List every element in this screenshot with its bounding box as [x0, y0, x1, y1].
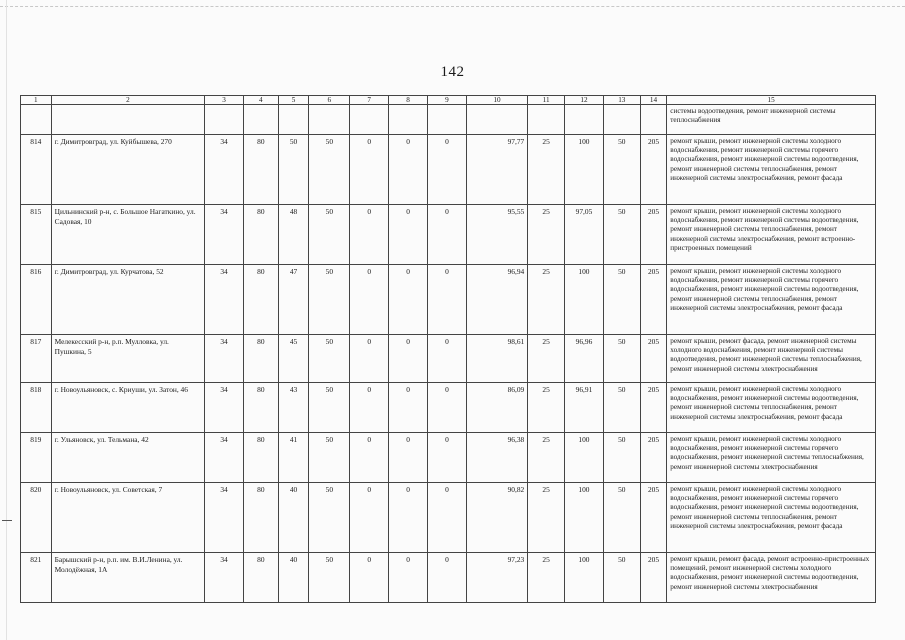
header-cell: 15 — [667, 96, 876, 105]
col8-cell: 0 — [389, 433, 428, 483]
address-cell: Барышский р-н, р.п. им. В.И.Ленина, ул. Молодёжная, 1А — [51, 553, 204, 603]
col8-cell: 0 — [389, 383, 428, 433]
col10-cell: 96,38 — [466, 433, 527, 483]
col11-cell: 25 — [528, 483, 565, 553]
col4-cell: 80 — [243, 205, 278, 265]
page-number: 142 — [440, 64, 465, 80]
header-cell: 2 — [51, 96, 204, 105]
col4-cell: 80 — [243, 483, 278, 553]
header-cell: 11 — [528, 96, 565, 105]
col7-cell: 0 — [350, 553, 389, 603]
header-cell: 3 — [205, 96, 244, 105]
col11-cell: 25 — [528, 553, 565, 603]
works-cell: ремонт крыши, ремонт инженерной системы холодного водоснабжения, ремонт инженерной системы горячего водоснабжения, ремонт инженерной системы водоотведения, ремонт инженерной системы теплоснабжения, ремонт инженерной системы электроснабжения, ремонт фасада — [667, 483, 876, 553]
address-cell: г. Новоульяновск, с. Криуши, ул. Затон, 46 — [51, 383, 204, 433]
col4-cell: 80 — [243, 383, 278, 433]
col13-cell: 50 — [603, 335, 640, 383]
col12-cell: 100 — [565, 483, 604, 553]
col6-cell: 50 — [309, 265, 350, 335]
col7-cell: 0 — [350, 433, 389, 483]
continuation-works: системы водоотведения, ремонт инженерной системы теплоснабжения — [667, 105, 876, 135]
row-number: 820 — [21, 483, 52, 553]
col9-cell: 0 — [428, 335, 467, 383]
col13-cell: 50 — [603, 553, 640, 603]
col12-cell: 100 — [565, 433, 604, 483]
works-cell: ремонт крыши, ремонт инженерной системы холодного водоснабжения, ремонт инженерной системы водоотведения, ремонт инженерной системы теплоснабжения, ремонт инженерной системы электроснабжения, ремонт фасада — [667, 383, 876, 433]
col8-cell: 0 — [389, 135, 428, 205]
col5-cell: 40 — [278, 553, 309, 603]
col6-cell: 50 — [309, 383, 350, 433]
table-row — [21, 265, 876, 335]
col14-cell: 205 — [640, 205, 667, 265]
col6-cell: 50 — [309, 433, 350, 483]
works-cell: ремонт крыши, ремонт фасада, ремонт встроенно-пристроенных помещений, ремонт инженерной системы холодного водоснабжения, ремонт инженерной системы водоотведения, ремонт инженерной системы электроснабжения — [667, 553, 876, 603]
col13-cell: 50 — [603, 483, 640, 553]
col5-cell: 45 — [278, 335, 309, 383]
table-row — [21, 205, 876, 265]
col9-cell: 0 — [428, 205, 467, 265]
works-cell: ремонт крыши, ремонт фасада, ремонт инженерной системы холодного водоснабжения, ремонт инженерной системы водоотведения, ремонт инженерной системы теплоснабжения, ремонт инженерной системы электроснабжения — [667, 335, 876, 383]
col14-cell: 205 — [640, 265, 667, 335]
col12-cell: 97,05 — [565, 205, 604, 265]
col7-cell: 0 — [350, 383, 389, 433]
works-cell: ремонт крыши, ремонт инженерной системы холодного водоснабжения, ремонт инженерной системы водоотведения, ремонт инженерной системы теплоснабжения, ремонт инженерной системы электроснабжения, ремонт встроенно-пристроенных помещений — [667, 205, 876, 265]
col9-cell: 0 — [428, 383, 467, 433]
col14-cell: 205 — [640, 483, 667, 553]
col5-cell: 47 — [278, 265, 309, 335]
col10-cell: 98,61 — [466, 335, 527, 383]
col7-cell: 0 — [350, 205, 389, 265]
col3-cell: 34 — [205, 135, 244, 205]
address-cell: г. Димитровград, ул. Куйбышева, 270 — [51, 135, 204, 205]
col4-cell: 80 — [243, 433, 278, 483]
header-cell: 5 — [278, 96, 309, 105]
address-cell: г. Новоульяновск, ул. Советская, 7 — [51, 483, 204, 553]
col3-cell: 34 — [205, 205, 244, 265]
col6-cell: 50 — [309, 135, 350, 205]
scan-top-edge — [0, 0, 905, 7]
col9-cell: 0 — [428, 265, 467, 335]
repair-program-table — [20, 95, 876, 603]
row-number: 816 — [21, 265, 52, 335]
header-cell: 9 — [428, 96, 467, 105]
col13-cell: 50 — [603, 265, 640, 335]
col10-cell: 86,09 — [466, 383, 527, 433]
col8-cell: 0 — [389, 335, 428, 383]
table-row — [21, 433, 876, 483]
works-cell: ремонт крыши, ремонт инженерной системы холодного водоснабжения, ремонт инженерной системы горячего водоснабжения, ремонт инженерной системы водоотведения, ремонт инженерной системы теплоснабжения, ремонт инженерной системы электроснабжения, ремонт фасада — [667, 135, 876, 205]
address-cell: г. Димитровград, ул. Курчатова, 52 — [51, 265, 204, 335]
works-cell: ремонт крыши, ремонт инженерной системы холодного водоснабжения, ремонт инженерной системы горячего водоснабжения, ремонт инженерной системы теплоснабжения, ремонт инженерной системы электроснабжения — [667, 433, 876, 483]
col6-cell: 50 — [309, 483, 350, 553]
col9-cell: 0 — [428, 483, 467, 553]
header-cell: 12 — [565, 96, 604, 105]
col7-cell: 0 — [350, 265, 389, 335]
row-number: 817 — [21, 335, 52, 383]
continuation-row — [21, 105, 876, 135]
header-cell: 6 — [309, 96, 350, 105]
row-number: 818 — [21, 383, 52, 433]
col11-cell: 25 — [528, 135, 565, 205]
col4-cell: 80 — [243, 335, 278, 383]
col10-cell: 97,77 — [466, 135, 527, 205]
header-cell: 14 — [640, 96, 667, 105]
header-cell: 13 — [603, 96, 640, 105]
col4-cell: 80 — [243, 265, 278, 335]
row-number: 819 — [21, 433, 52, 483]
col14-cell: 205 — [640, 433, 667, 483]
col11-cell: 25 — [528, 205, 565, 265]
col11-cell: 25 — [528, 433, 565, 483]
table-row — [21, 335, 876, 383]
header-row — [21, 96, 876, 105]
table-row — [21, 135, 876, 205]
col11-cell: 25 — [528, 383, 565, 433]
table-row — [21, 383, 876, 433]
col14-cell: 205 — [640, 135, 667, 205]
col14-cell: 205 — [640, 335, 667, 383]
col11-cell: 25 — [528, 265, 565, 335]
col4-cell: 80 — [243, 135, 278, 205]
col9-cell: 0 — [428, 135, 467, 205]
col6-cell: 50 — [309, 335, 350, 383]
header-cell: 8 — [389, 96, 428, 105]
col9-cell: 0 — [428, 553, 467, 603]
col13-cell: 50 — [603, 135, 640, 205]
col12-cell: 100 — [565, 265, 604, 335]
header-cell: 1 — [21, 96, 52, 105]
col3-cell: 34 — [205, 335, 244, 383]
table-row — [21, 553, 876, 603]
col8-cell: 0 — [389, 205, 428, 265]
col5-cell: 48 — [278, 205, 309, 265]
row-number: 814 — [21, 135, 52, 205]
col13-cell: 50 — [603, 383, 640, 433]
row-number: 821 — [21, 553, 52, 603]
col10-cell: 95,55 — [466, 205, 527, 265]
col7-cell: 0 — [350, 335, 389, 383]
col4-cell: 80 — [243, 553, 278, 603]
col3-cell: 34 — [205, 265, 244, 335]
col13-cell: 50 — [603, 433, 640, 483]
col10-cell: 97,23 — [466, 553, 527, 603]
col6-cell: 50 — [309, 205, 350, 265]
col12-cell: 96,96 — [565, 335, 604, 383]
col3-cell: 34 — [205, 383, 244, 433]
header-cell: 4 — [243, 96, 278, 105]
col10-cell: 90,82 — [466, 483, 527, 553]
header-cell: 7 — [350, 96, 389, 105]
col13-cell: 50 — [603, 205, 640, 265]
col3-cell: 34 — [205, 553, 244, 603]
col12-cell: 96,91 — [565, 383, 604, 433]
col5-cell: 43 — [278, 383, 309, 433]
col7-cell: 0 — [350, 135, 389, 205]
works-cell: ремонт крыши, ремонт инженерной системы холодного водоснабжения, ремонт инженерной системы горячего водоснабжения, ремонт инженерной системы водоотведения, ремонт инженерной системы теплоснабжения, ремонт инженерной системы электроснабжения, ремонт фасада — [667, 265, 876, 335]
col12-cell: 100 — [565, 135, 604, 205]
table-row — [21, 483, 876, 553]
row-number: 815 — [21, 205, 52, 265]
col11-cell: 25 — [528, 335, 565, 383]
col8-cell: 0 — [389, 553, 428, 603]
col5-cell: 50 — [278, 135, 309, 205]
col3-cell: 34 — [205, 433, 244, 483]
scan-left-edge — [0, 0, 7, 640]
address-cell: Мелекесский р-н, р.п. Мулловка, ул. Пушкина, 5 — [51, 335, 204, 383]
col8-cell: 0 — [389, 265, 428, 335]
col10-cell: 96,94 — [466, 265, 527, 335]
col5-cell: 41 — [278, 433, 309, 483]
col6-cell: 50 — [309, 553, 350, 603]
col5-cell: 40 — [278, 483, 309, 553]
col12-cell: 100 — [565, 553, 604, 603]
address-cell: Цильнинский р-н, с. Большое Нагаткино, ул. Садовая, 10 — [51, 205, 204, 265]
address-cell: г. Ульяновск, ул. Тельмана, 42 — [51, 433, 204, 483]
col7-cell: 0 — [350, 483, 389, 553]
col8-cell: 0 — [389, 483, 428, 553]
margin-mark — [2, 520, 12, 521]
col14-cell: 205 — [640, 553, 667, 603]
col9-cell: 0 — [428, 433, 467, 483]
col3-cell: 34 — [205, 483, 244, 553]
header-cell: 10 — [466, 96, 527, 105]
col14-cell: 205 — [640, 383, 667, 433]
